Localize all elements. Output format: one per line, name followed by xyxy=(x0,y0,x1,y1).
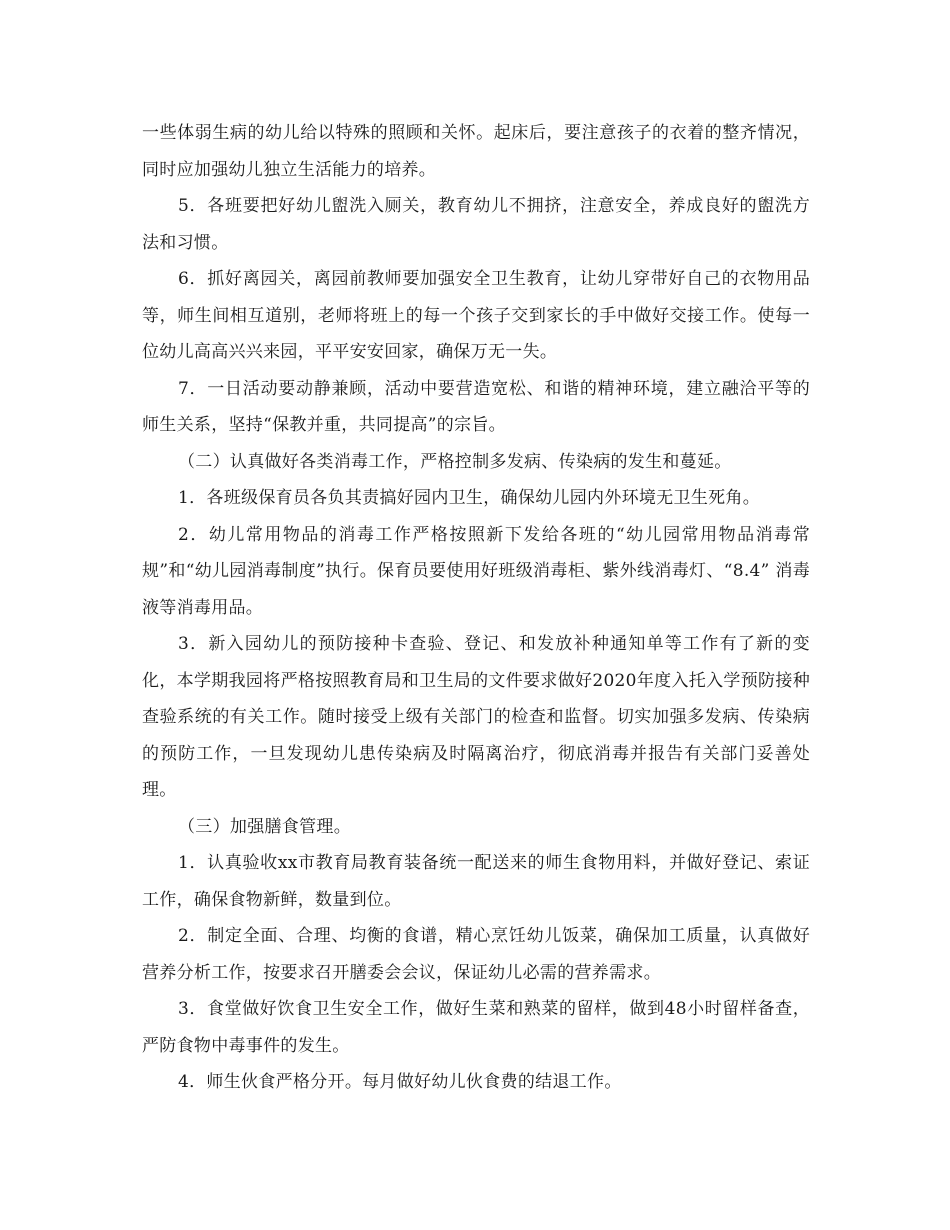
paragraph-continuation: 一些体弱生病的幼儿给以特殊的照顾和关怀。起床后，要注意孩子的衣着的整齐情况，同时应加强幼儿独立生活能力的培养。 xyxy=(142,123,810,180)
document-body xyxy=(142,115,810,1101)
section-heading-3: （三）加强膳食管理。 xyxy=(178,816,351,837)
section-heading-2: （二）认真做好各类消毒工作，严格控制多发病、传染病的发生和蔓延。 xyxy=(178,451,732,472)
paragraph-item-4b: 4．师生伙食严格分开。每月做好幼儿伙食费的结退工作。 xyxy=(178,1072,622,1092)
paragraph-item-1b: 1．认真验收xx市教育局教育装备统一配送来的师生食物用料，并做好登记、索证工作，确保食物新鲜，数量到位。 xyxy=(142,853,810,910)
paragraph-item-5: 5．各班要把好幼儿盥洗入厕关，教育幼儿不拥挤，注意安全，养成良好的盥洗方法和习惯。 xyxy=(142,196,810,253)
paragraph-item-3: 3．新入园幼儿的预防接种卡查验、登记、和发放补种通知单等工作有了新的变化，本学期我园将严格按照教育局和卫生局的文件要求做好2020年度入托入学预防接种查验系统的有关工作。随时接受上级有关部门的检查和监督。切实加强多发病、传染病的预防工作，一旦发现幼儿患传染病及时隔离治疗，彻底消毒并报告有关部门妥善处理。 xyxy=(142,634,810,800)
paragraph-item-6: 6．抓好离园关，离园前教师要加强安全卫生教育，让幼儿穿带好自己的衣物用品等，师生间相互道别，老师将班上的每一个孩子交到家长的手中做好交接工作。使每一位幼儿高高兴兴来园，平平安安回家，确保万无一失。 xyxy=(142,269,810,362)
paragraph-item-3b: 3．食堂做好饮食卫生安全工作，做好生菜和熟菜的留样，做到48小时留样备查，严防食物中毒事件的发生。 xyxy=(142,999,810,1056)
paragraph-item-2: 2．幼儿常用物品的消毒工作严格按照新下发给各班的“幼儿园常用物品消毒常规”和“幼儿园消毒制度”执行。保育员要使用好班级消毒柜、紫外线消毒灯、“8.4” 消毒液等消毒用品。 xyxy=(142,524,810,618)
paragraph-item-2b: 2．制定全面、合理、均衡的食谱，精心烹饪幼儿饭菜，确保加工质量，认真做好营养分析工作，按要求召开膳委会会议，保证幼儿必需的营养需求。 xyxy=(142,926,810,983)
paragraph-item-1: 1．各班级保育员各负其责搞好园内卫生，确保幼儿园内外环境无卫生死角。 xyxy=(178,488,761,508)
paragraph-item-7: 7．一日活动要动静兼顾，活动中要营造宽松、和谐的精神环境，建立融洽平等的师生关系，坚持“保教并重，共同提高”的宗旨。 xyxy=(142,378,810,435)
